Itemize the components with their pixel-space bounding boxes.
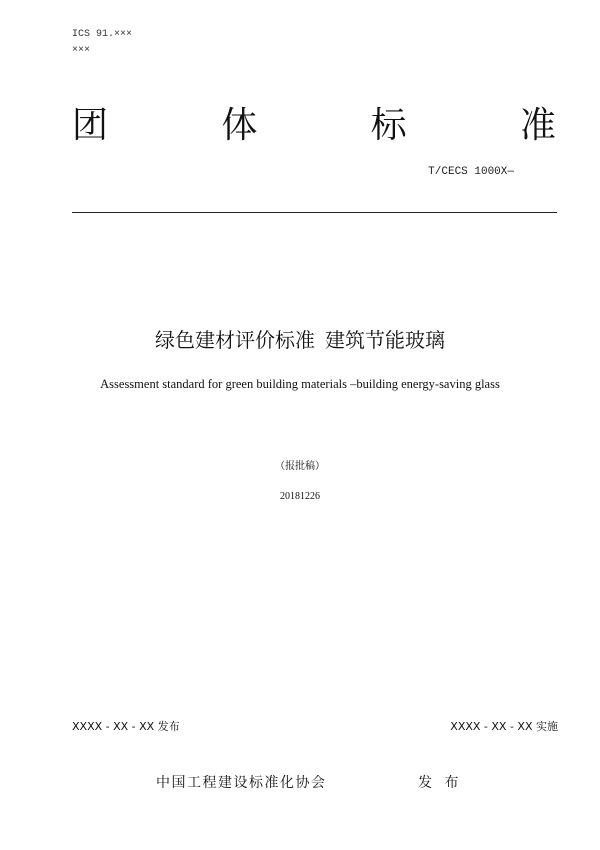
title-english: Assessment standard for green building materials –building energy-saving glass bbox=[100, 377, 500, 391]
standard-type-char: 准 bbox=[519, 105, 556, 146]
header-divider bbox=[72, 212, 557, 213]
publisher-name: 中国工程建设标准化协会 bbox=[156, 775, 327, 791]
implementation-date: XXXX - XX - XX 实施 bbox=[450, 720, 558, 733]
publish-label: 发 布 bbox=[418, 775, 463, 791]
standard-type-char: 团 bbox=[72, 105, 109, 146]
issue-date: XXXX - XX - XX 发布 bbox=[72, 720, 180, 733]
standard-code: T/CECS 1000X— bbox=[428, 166, 514, 178]
title-chinese-part1: 绿色建材评价标准 bbox=[155, 328, 315, 352]
ccs-code: ××× bbox=[72, 45, 91, 56]
title-chinese-part2: 建筑节能玻璃 bbox=[325, 328, 445, 352]
ics-code: ICS 91.××× bbox=[72, 29, 133, 40]
standard-type-char: 体 bbox=[221, 105, 258, 146]
title-chinese bbox=[0, 330, 600, 350]
draft-date: 20181226 bbox=[280, 491, 320, 502]
standard-type-char: 标 bbox=[370, 105, 407, 146]
draft-stage: （报批稿） bbox=[275, 461, 325, 472]
standard-type-heading bbox=[72, 105, 556, 146]
